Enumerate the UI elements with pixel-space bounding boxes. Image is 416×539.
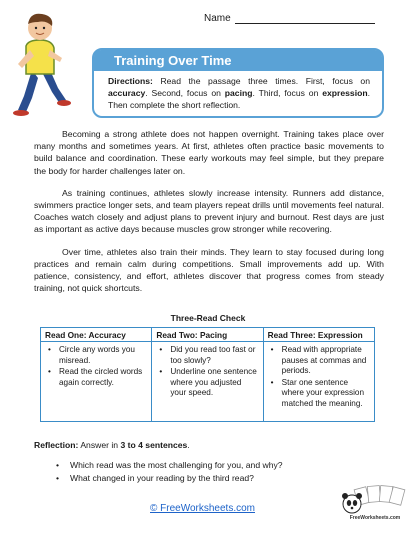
directions-run: . Third, focus on	[252, 88, 323, 98]
accuracy-item: • Read the circled words again correctly.	[47, 367, 147, 388]
name-blank[interactable]	[235, 14, 375, 24]
footer-link[interactable]: © FreeWorksheets.com	[150, 503, 255, 514]
column-expression	[264, 328, 374, 421]
pacing-item: • Underline one sentence where you adjusted your speed.	[158, 367, 258, 399]
directions-run: accuracy	[108, 88, 146, 98]
column-accuracy	[41, 328, 152, 421]
directions-card	[92, 48, 384, 118]
expression-item: • Read with appropriate pauses at commas and periods.	[270, 345, 370, 377]
passage-paragraph-3: Over time, athletes also train their minds. They learn to stay focused during long practices and remain calm during competitions. Small improvements add up. With patience, consistency, and effort, athletes discover that progress comes from steady training, not quick shortcuts.	[34, 246, 384, 294]
running-kid-illustration	[8, 10, 72, 120]
name-label: Name	[204, 13, 231, 24]
pacing-item: • Did you read too fast or too slowly?	[158, 345, 258, 366]
reflection-questions	[56, 459, 283, 484]
directions-run: Read the passage three times. First, focus on	[152, 76, 370, 86]
reflection-prompt	[34, 440, 190, 450]
reflection-question: • What changed in your reading by the third read?	[56, 472, 283, 485]
directions-run: pacing	[224, 88, 253, 98]
expression-item: • Star one sentence where your expression matched the meaning.	[270, 378, 370, 410]
directions-run: . Second, focus on	[145, 88, 225, 98]
three-read-check-table	[40, 327, 375, 422]
reflection-count: 3 to 4 sentences	[120, 440, 188, 450]
column-header-accuracy: Read One: Accuracy	[41, 328, 151, 342]
passage-paragraph-1: Becoming a strong athlete does not happen overnight. Training takes place over many months and sometimes years. At first, athletes often practice basic movements to build balance and coordination. These early workouts may feel simple, but they prepare the body for harder challenges later on.	[34, 129, 384, 176]
directions-run: Directions:	[108, 76, 153, 86]
reflection-text: Answer in	[78, 440, 121, 450]
reflection-question: • Which read was the most challenging for you, and why?	[56, 459, 283, 472]
logo-text: FreeWorksheets.com	[349, 515, 401, 521]
reading-passage	[34, 128, 384, 304]
directions-run: expression	[322, 88, 368, 98]
column-header-pacing: Read Two: Pacing	[152, 328, 262, 342]
column-pacing	[152, 328, 263, 421]
directions-text	[108, 75, 370, 111]
passage-paragraph-2: As training continues, athletes slowly increase intensity. Runners add distance, swimmers practice longer sets, and team players repeat drills until movements feel natural. Coaches watch closely and adjust plans to prevent injury and burnout. Rest days are just as important as active days because muscles grow stronger while recovering.	[34, 187, 384, 235]
worksheet-title: Training Over Time	[114, 53, 232, 68]
table-title: Three-Read Check	[170, 313, 246, 323]
reflection-end: .	[187, 440, 190, 450]
directions-run: . Then complete the short reflection.	[108, 88, 370, 110]
column-header-expression: Read Three: Expression	[264, 328, 374, 342]
name-line	[204, 13, 375, 24]
accuracy-item: • Circle any words you misread.	[47, 345, 147, 366]
reflection-label: Reflection:	[34, 440, 79, 450]
